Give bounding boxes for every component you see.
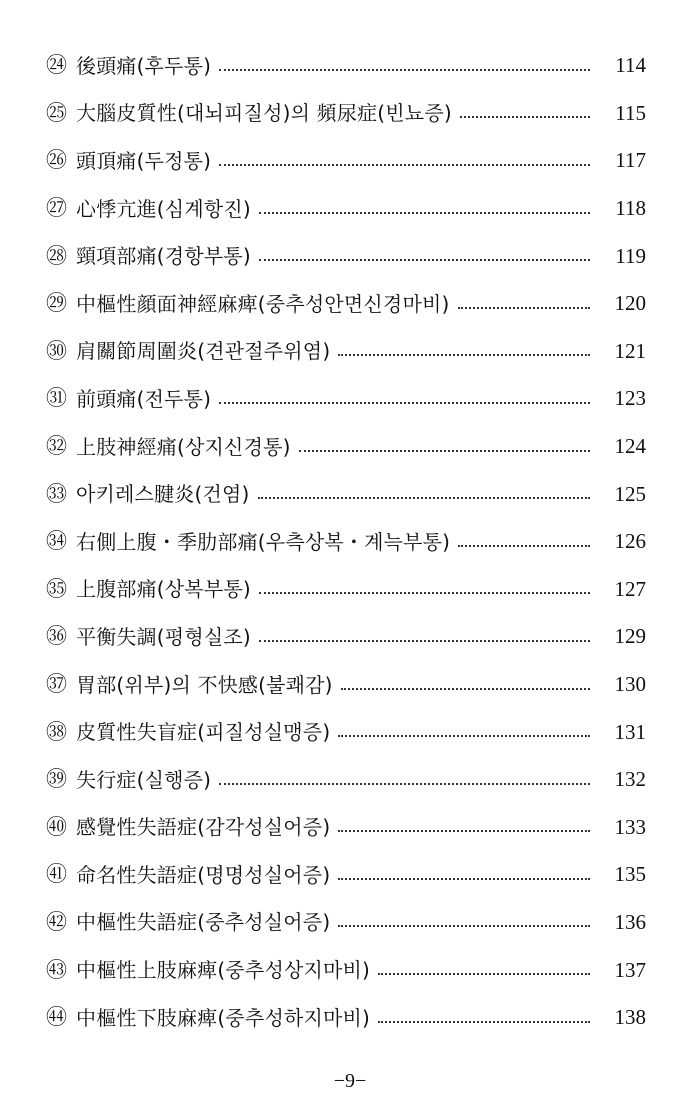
dot-leader <box>259 592 590 594</box>
entry-number: ㊲ <box>46 672 67 697</box>
toc-entry <box>46 566 646 614</box>
entry-page-number: 133 <box>614 814 646 839</box>
dot-leader <box>341 688 590 690</box>
entry-title: 後頭痛(후두통) <box>76 53 212 78</box>
toc-entry <box>46 375 646 423</box>
entry-title: 頸項部痛(경항부통) <box>76 244 251 269</box>
entry-number: ㉘ <box>46 243 67 268</box>
entry-number: ㊸ <box>46 957 67 982</box>
entry-title: 右側上腹・季肋部痛(우측상복・계늑부통) <box>76 529 451 554</box>
dot-leader <box>458 307 591 309</box>
dot-leader <box>338 735 590 737</box>
entry-title: 前頭痛(전두통) <box>76 386 212 411</box>
entry-title: 心悸亢進(심계항진) <box>76 196 251 221</box>
entry-page-number: 135 <box>614 862 646 887</box>
dot-leader <box>299 450 590 452</box>
toc-entry <box>46 851 646 899</box>
entry-title: 胃部(위부)의 不快感(불쾌감) <box>76 672 333 697</box>
toc-entry <box>46 423 646 471</box>
toc-entry <box>46 518 646 566</box>
entry-page-number: 130 <box>614 672 646 697</box>
entry-page-number: 117 <box>615 148 646 173</box>
toc-entry <box>46 90 646 138</box>
entry-number: ㉙ <box>46 291 67 316</box>
entry-title: 中樞性顔面神經麻痺(중추성안면신경마비) <box>76 291 450 316</box>
entry-title: 皮質性失盲症(피질성실맹증) <box>76 720 331 745</box>
toc-entry <box>46 42 646 90</box>
entry-page-number: 131 <box>614 719 646 744</box>
entry-title: 아키레스腱炎(건염) <box>76 482 250 507</box>
entry-page-number: 129 <box>614 624 646 649</box>
dot-leader <box>219 783 590 785</box>
entry-number: ㉖ <box>46 148 67 173</box>
entry-number: ㊳ <box>46 719 67 744</box>
entry-title: 頭頂痛(두정통) <box>76 148 212 173</box>
entry-number: ㉝ <box>46 481 67 506</box>
entry-number: ㉞ <box>46 529 67 554</box>
toc-entry <box>46 328 646 376</box>
dot-leader <box>338 354 590 356</box>
toc-entry <box>46 613 646 661</box>
dot-leader <box>458 545 590 547</box>
entry-title: 肩關節周圍炎(견관절주위염) <box>76 339 331 364</box>
dot-leader <box>219 69 590 71</box>
entry-page-number: 126 <box>614 529 646 554</box>
toc-entry <box>46 232 646 280</box>
toc-entry <box>46 946 646 994</box>
entry-page-number: 137 <box>614 957 646 982</box>
entry-number: ㉗ <box>46 196 67 221</box>
entry-page-number: 124 <box>614 434 646 459</box>
entry-title: 命名性失語症(명명성실어증) <box>76 862 331 887</box>
entry-page-number: 119 <box>615 243 646 268</box>
dot-leader <box>258 497 590 499</box>
entry-number: ㉚ <box>46 338 67 363</box>
page-number: −9− <box>333 1070 367 1092</box>
dot-leader <box>378 1021 590 1023</box>
toc-entry <box>46 994 646 1042</box>
entry-number: ㊴ <box>46 767 67 792</box>
dot-leader <box>259 259 590 261</box>
toc-entry <box>46 756 646 804</box>
dot-leader <box>338 878 590 880</box>
toc-entry <box>46 280 646 328</box>
entry-number: ㉛ <box>46 386 67 411</box>
dot-leader <box>338 925 590 927</box>
entry-page-number: 136 <box>614 909 646 934</box>
entry-number: ㉟ <box>46 576 67 601</box>
entry-page-number: 121 <box>614 338 646 363</box>
entry-page-number: 132 <box>614 767 646 792</box>
entry-page-number: 115 <box>615 100 646 125</box>
dot-leader <box>219 164 590 166</box>
entry-page-number: 118 <box>615 196 646 221</box>
toc-entry <box>46 661 646 709</box>
entry-title: 大腦皮質性(대뇌피질성)의 頻尿症(빈뇨증) <box>76 101 452 126</box>
dot-leader <box>460 116 590 118</box>
entry-number: ㊶ <box>46 862 67 887</box>
entry-page-number: 125 <box>614 481 646 506</box>
dot-leader <box>219 402 590 404</box>
entry-title: 中樞性上肢麻痺(중추성상지마비) <box>76 958 371 983</box>
dot-leader <box>259 212 590 214</box>
entry-number: ㊷ <box>46 909 67 934</box>
table-of-contents <box>46 42 646 1041</box>
toc-entry <box>46 137 646 185</box>
toc-entry <box>46 708 646 756</box>
entry-page-number: 127 <box>614 576 646 601</box>
entry-number: ㉔ <box>46 53 67 78</box>
entry-number: ㊵ <box>46 814 67 839</box>
dot-leader <box>259 640 590 642</box>
entry-title: 中樞性下肢麻痺(중추성하지마비) <box>76 1005 371 1030</box>
entry-number: ㉕ <box>46 100 67 125</box>
entry-page-number: 138 <box>614 1005 646 1030</box>
entry-title: 上肢神經痛(상지신경통) <box>76 434 291 459</box>
entry-title: 感覺性失語症(감각성실어증) <box>76 815 331 840</box>
entry-title: 上腹部痛(상복부통) <box>76 577 251 602</box>
entry-number: ㉜ <box>46 434 67 459</box>
toc-entry <box>46 470 646 518</box>
entry-number: ㊱ <box>46 624 67 649</box>
entry-title: 中樞性失語症(중추성실어증) <box>76 910 331 935</box>
entry-title: 平衡失調(평형실조) <box>76 624 251 649</box>
toc-entry <box>46 185 646 233</box>
entry-number: ㊹ <box>46 1005 67 1030</box>
entry-page-number: 123 <box>614 386 646 411</box>
dot-leader <box>338 830 590 832</box>
toc-entry <box>46 804 646 852</box>
entry-title: 失行症(실행증) <box>76 767 212 792</box>
entry-page-number: 114 <box>615 53 646 78</box>
entry-page-number: 120 <box>614 291 646 316</box>
dot-leader <box>378 973 590 975</box>
toc-entry <box>46 899 646 947</box>
